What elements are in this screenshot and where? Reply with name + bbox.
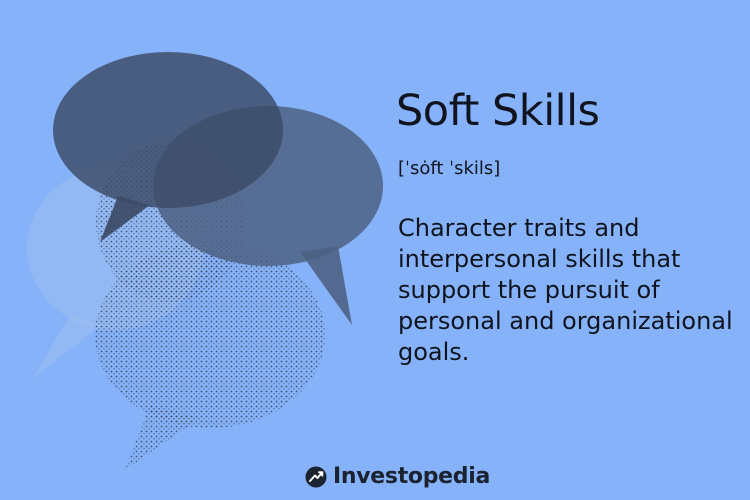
dotted-bubble-lower — [95, 242, 325, 470]
brand-name: Investopedia — [333, 464, 491, 489]
brand-logo[interactable] — [305, 464, 490, 489]
definition-text: Character traits and interpersonal skills that support the pursuit of personal and organizational goals. — [398, 214, 733, 366]
term-title: Soft Skills — [396, 86, 600, 136]
pronunciation: [ˈsȯft ˈskils] — [398, 158, 501, 179]
investopedia-logo-icon — [305, 466, 327, 488]
